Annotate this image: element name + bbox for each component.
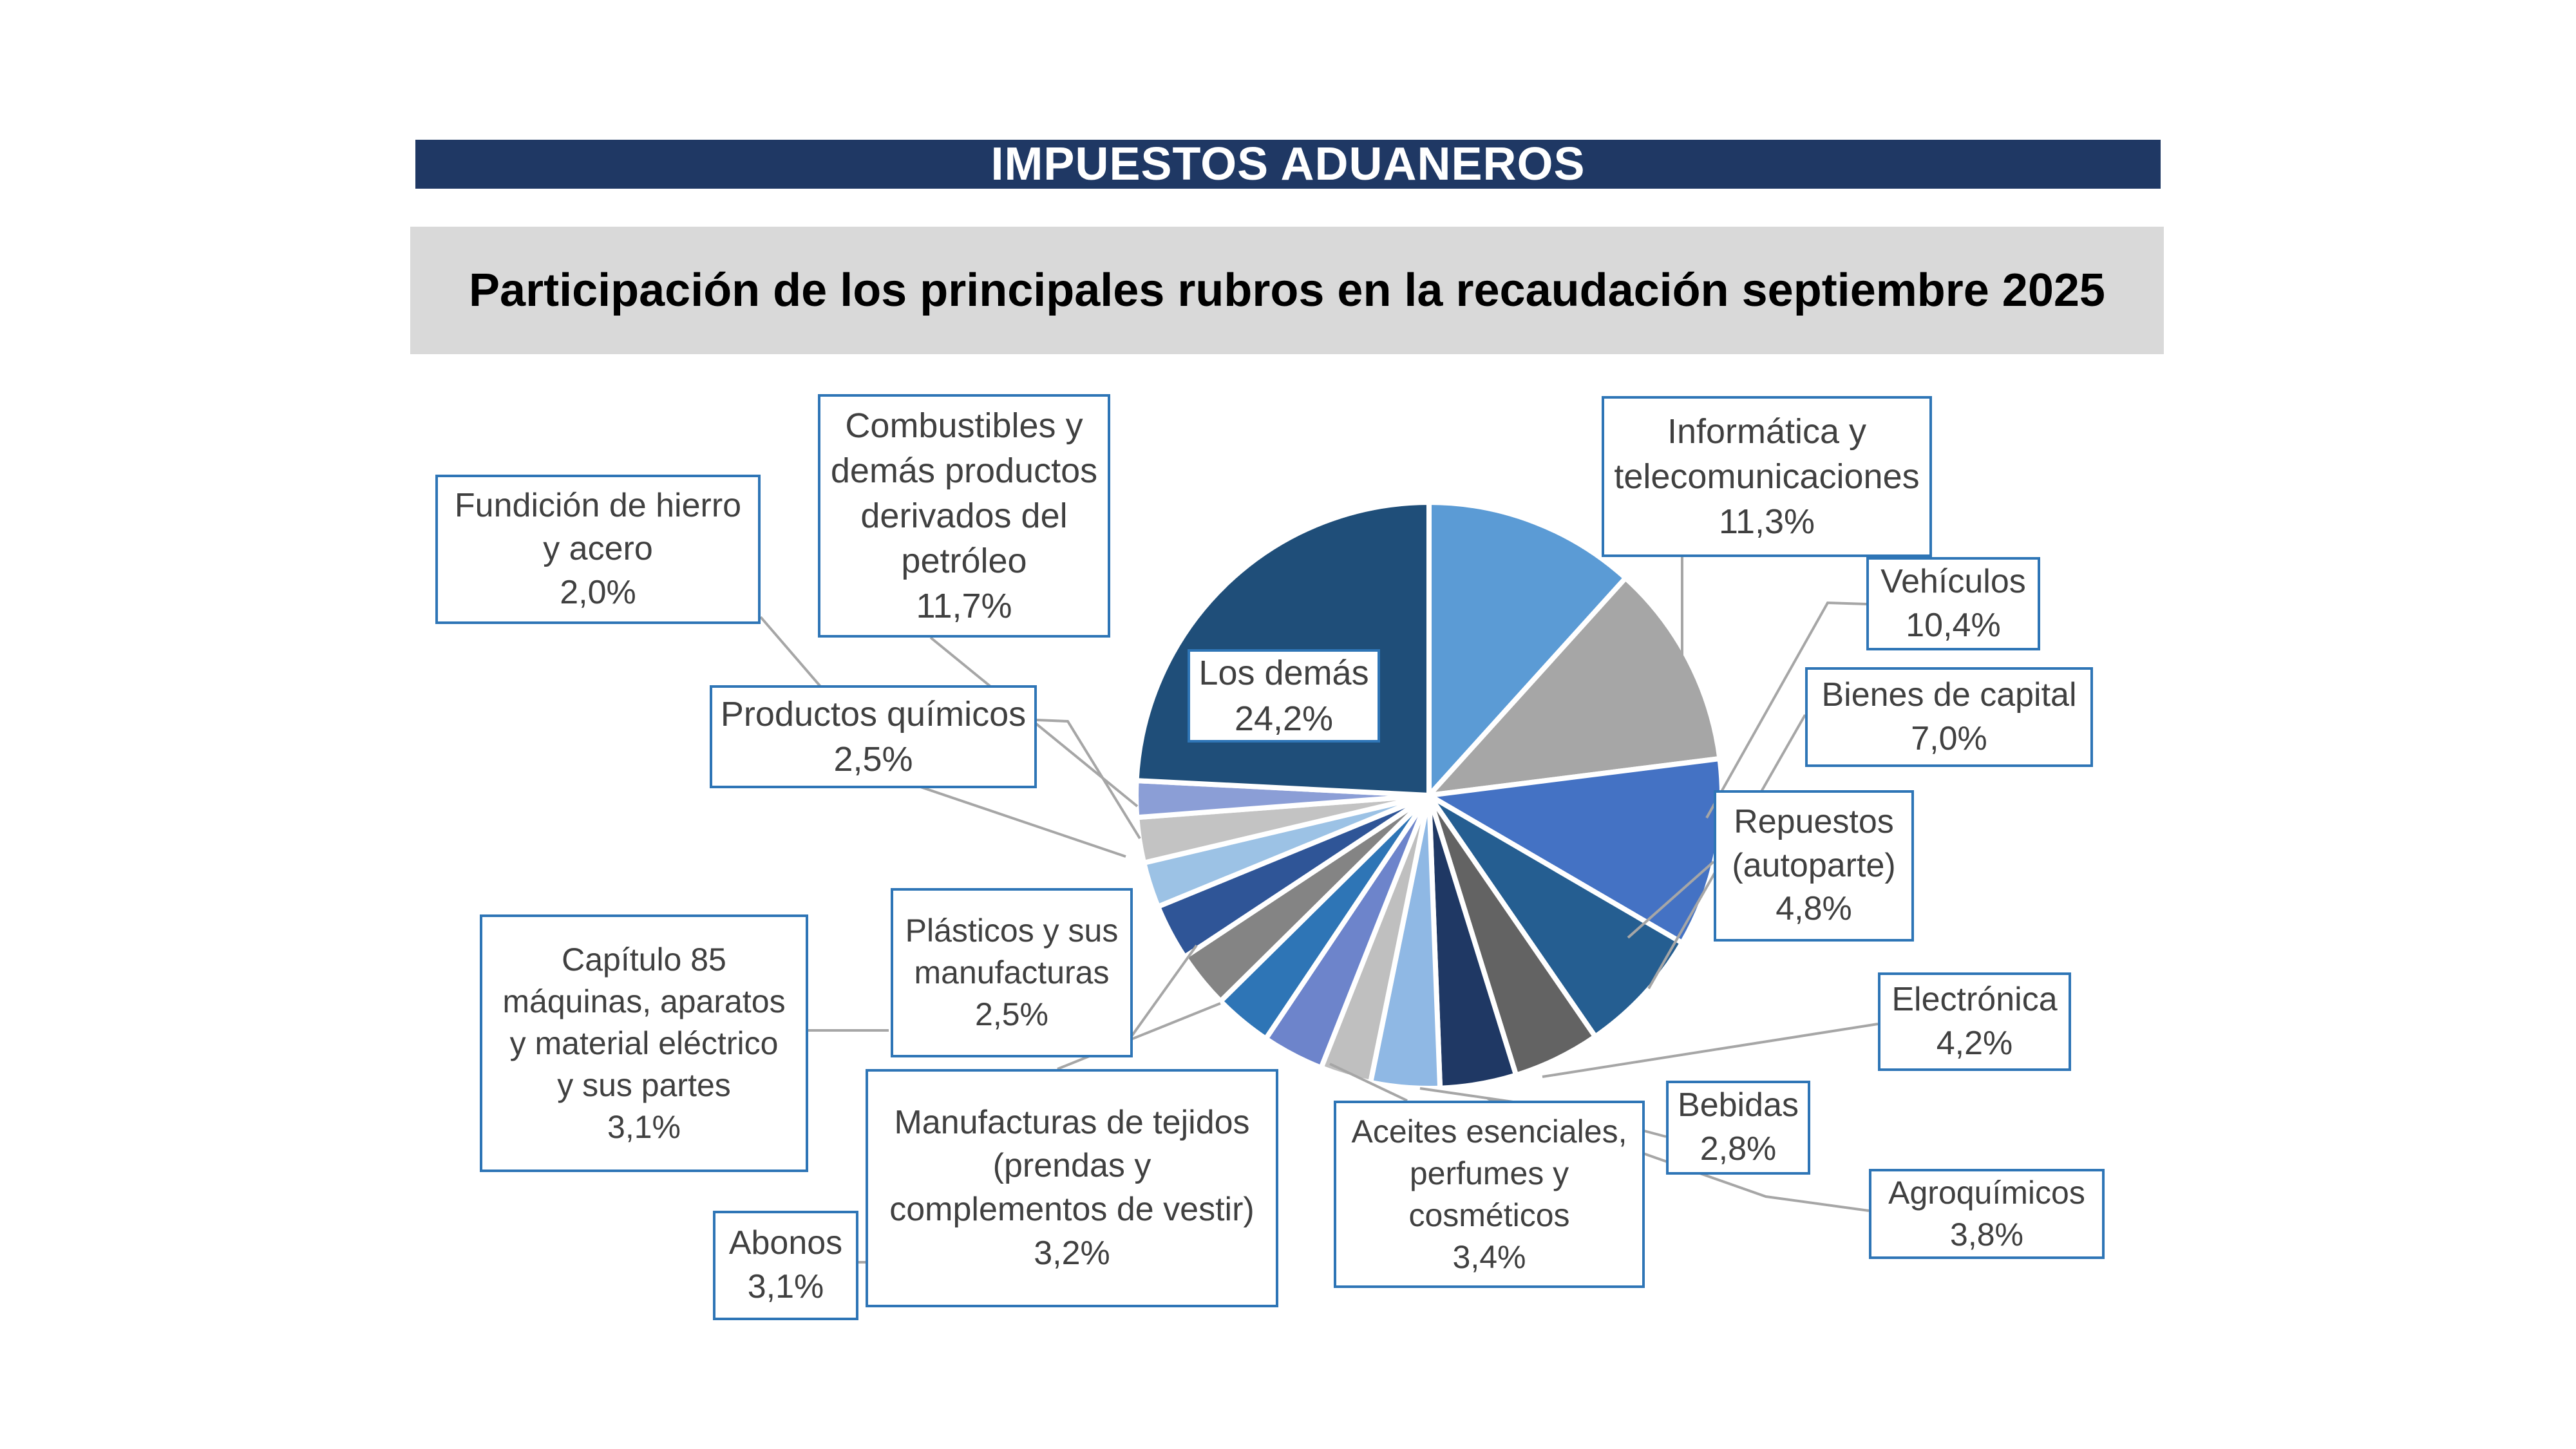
callout-box-vehiculos [1866,557,2040,650]
callout-label: y material eléctrico [509,1025,779,1061]
callout-label: Electrónica [1891,980,2058,1018]
callout-pct: 3,1% [747,1268,824,1305]
callout-box-combustibles [818,394,1110,638]
callout-label: Combustibles y [845,406,1083,445]
callout-pct: 24,2% [1234,699,1334,738]
callout-label: Productos químicos [720,694,1027,734]
callout-box-agroquimicos [1869,1169,2105,1259]
callout-label: Capítulo 85 [562,941,726,978]
callout-label: complementos de vestir) [889,1191,1255,1228]
callout-pct: 2,5% [833,740,913,779]
callout-label: demás productos [830,451,1098,490]
callout-label: Vehículos [1880,562,2026,600]
callout-label: Agroquímicos [1888,1175,2085,1211]
callout-label: Bienes de capital [1821,676,2077,714]
callout-box-fundicion [435,475,761,624]
callout-box-abonos [713,1211,858,1320]
callout-label: perfumes y [1409,1155,1569,1191]
callout-pct: 3,8% [1950,1217,2023,1253]
callout-pct: 3,2% [1034,1234,1110,1272]
callout-label: manufacturas [914,954,1110,990]
callout-pct: 10,4% [1906,606,2001,644]
callout-label: (autoparte) [1732,846,1896,884]
callout-box-plasticos [891,888,1133,1057]
callout-box-informatica [1602,396,1932,557]
callout-pct: 11,3% [1718,502,1815,542]
callout-pct: 2,5% [975,996,1048,1032]
callout-label: Abonos [728,1224,843,1262]
callout-label: cosméticos [1408,1197,1570,1233]
callout-box-prodquim [710,685,1037,788]
callout-label: Manufacturas de tejidos [894,1103,1250,1141]
callout-box-aceites [1334,1101,1645,1288]
callout-pct: 3,4% [1452,1238,1526,1275]
callout-label: Plásticos y sus [905,913,1119,949]
callout-box-electronica [1878,972,2071,1071]
callout-label: Bebidas [1678,1086,1799,1124]
leader-line-plasticos [1130,945,1197,1038]
callout-box-cap85 [480,914,808,1172]
callout-label: (prendas y [992,1147,1151,1185]
callout-box-repuestos [1714,790,1914,942]
callout-pct: 4,8% [1776,890,1852,928]
callout-pct: 4,2% [1936,1024,2013,1062]
callout-box-bebidas [1666,1081,1810,1175]
callout-pct: 2,0% [560,573,636,611]
callout-pct: 7,0% [1911,719,1987,757]
callout-label: petróleo [901,542,1027,581]
callout-box-bienes [1805,667,2093,767]
callout-label: Fundición de hierro [454,486,742,524]
callout-label: derivados del [860,496,1068,535]
callout-label: y sus partes [557,1066,731,1103]
callout-label: Repuestos [1734,803,1894,841]
callout-label: máquinas, aparatos [502,983,786,1019]
callout-label: y acero [543,530,653,568]
callout-label: Informática y [1667,412,1867,451]
callout-label: Los demás [1198,654,1369,693]
callout-label: telecomunicaciones [1614,457,1920,496]
banner-title: IMPUESTOS ADUANEROS [990,138,1586,190]
callout-box-losdemas [1188,649,1380,743]
callout-pct: 2,8% [1700,1130,1777,1168]
subtitle-text: Participación de los principales rubros en la recaudación septiembre 2025 [469,265,2105,316]
callout-label: Aceites esenciales, [1351,1113,1627,1150]
callout-pct: 3,1% [607,1108,681,1145]
callout-box-tejidos [866,1069,1278,1307]
callout-pct: 11,7% [916,587,1012,626]
